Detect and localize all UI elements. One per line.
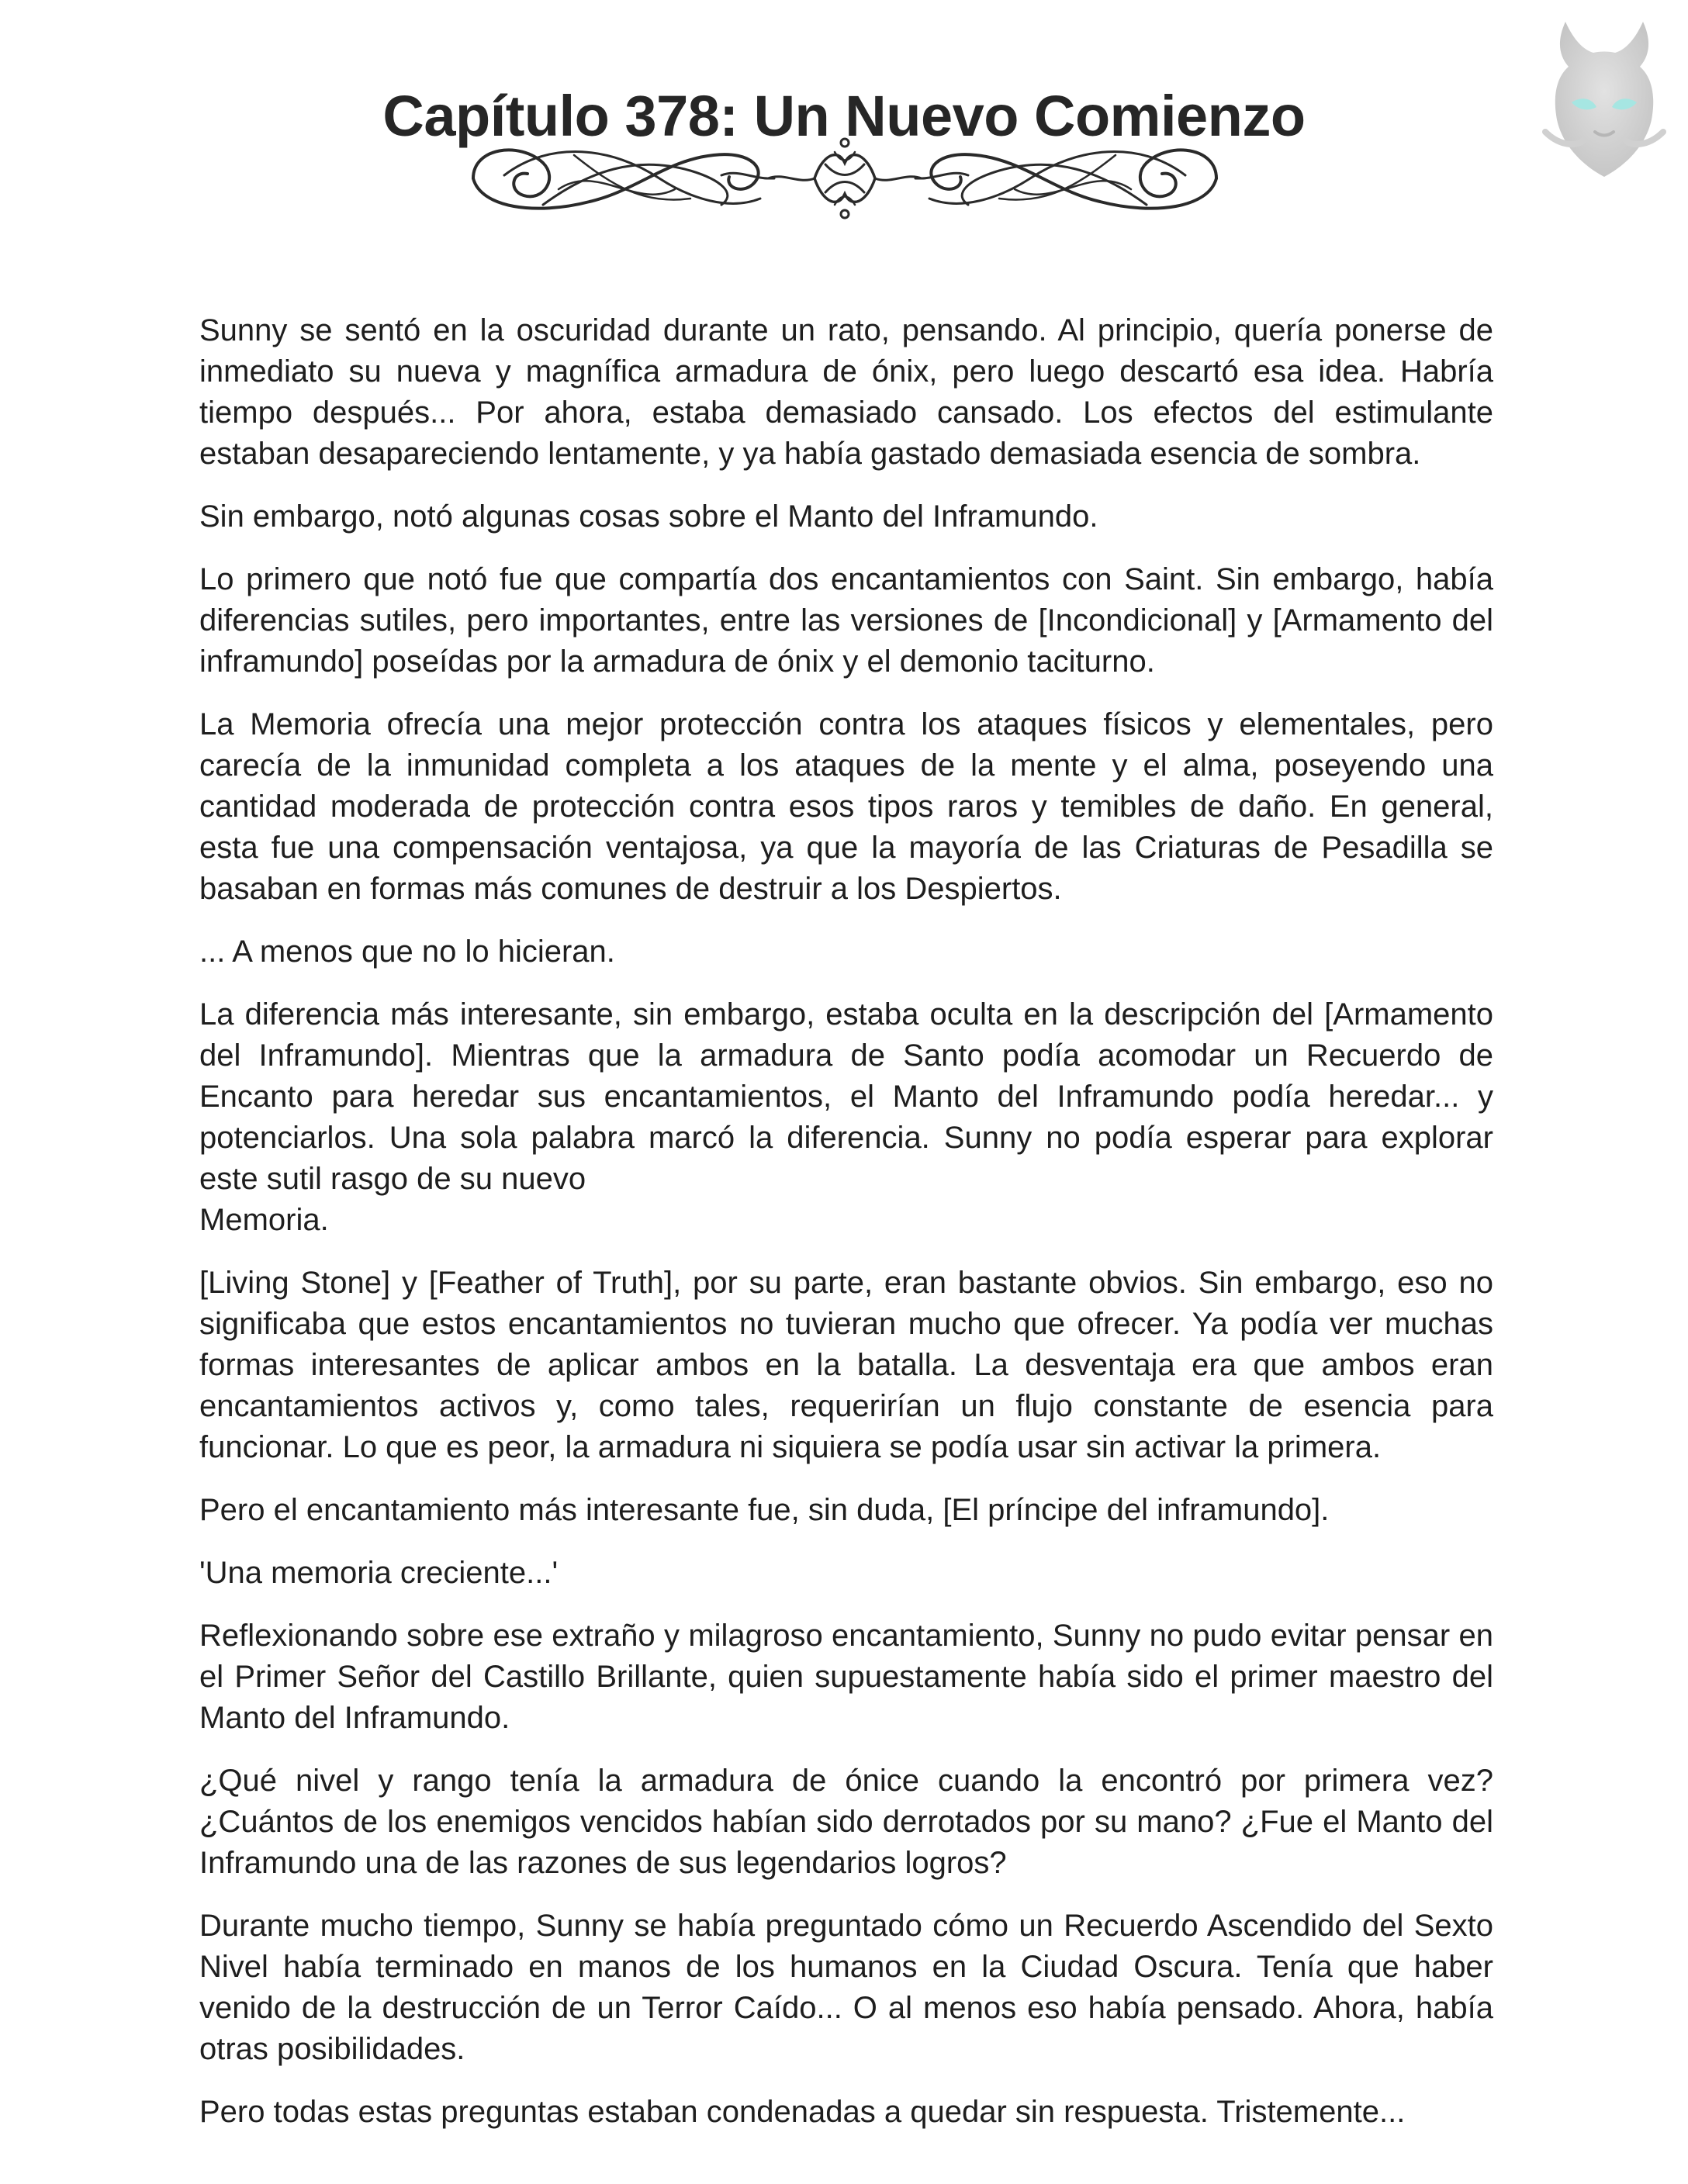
paragraph: Durante mucho tiempo, Sunny se había preguntado cómo un Recuerdo Ascendido del Sexto Nivel había terminado en manos de los humanos en la Ciudad Oscura. Tenía que haber venido de la destrucción de un Terror Caído... O al menos eso había pensado. Ahora, había otras posibilidades. (199, 1909, 1493, 2066)
paragraph: [Living Stone] y [Feather of Truth], por su parte, eran bastante obvios. Sin embargo, eso no significaba que estos encantamientos no tuvieran mucho que ofrecer. Ya podía ver muchas formas interesantes de aplicar ambos en la batalla. La desventaja era que ambos eran encantamientos activos y, como tales, requerirían un flujo constante de esencia para funcionar. Lo que es peor, la armadura ni siquiera se podía usar sin activar la primera. (199, 1266, 1493, 1464)
right-scroll-ornament (915, 150, 1216, 208)
chapter-title: Capítulo 378: Un Nuevo Comienzo (382, 83, 1306, 148)
paragraph: Reflexionando sobre ese extraño y milagroso encantamiento, Sunny no pudo evitar pensar en el Primer Señor del Castillo Brillante, quien supuestamente había sido el primer maestro del Manto del Inframundo. (199, 1619, 1493, 1735)
left-scroll-ornament (473, 150, 774, 208)
demon-head-icon (1534, 16, 1674, 186)
paragraph: Sin embargo, notó algunas cosas sobre el Manto del Inframundo. (199, 499, 1098, 534)
swirl-ornament-divider (458, 124, 1232, 233)
paragraph: Pero el encantamiento más interesante fue, sin duda, [El príncipe del inframundo]. (199, 1493, 1330, 1527)
center-knot-ornament (768, 139, 922, 218)
paragraph: Memoria. (199, 1203, 329, 1237)
paragraph: ¿Qué nivel y rango tenía la armadura de ónice cuando la encontró por primera vez? ¿Cuántos de los enemigos vencidos habían sido derrotados por su mano? ¿Fue el Manto del Inframundo una de las razones de sus legendarios logros? (199, 1764, 1493, 1880)
paragraph: Sunny se sentó en la oscuridad durante un rato, pensando. Al principio, quería ponerse de inmediato su nueva y magnífica armadura de ónix, pero luego descartó esa idea. Habría tiempo después... Por ahora, estaba demasiado cansado. Los efectos del estimulante estaban desapareciendo lentamente, y ya había gastado demasiada esencia de sombra. (199, 313, 1493, 471)
paragraph: 'Una memoria creciente...' (199, 1556, 559, 1590)
chapter-body (199, 310, 1493, 2155)
paragraph: ... A menos que no lo hicieran. (199, 935, 615, 969)
paragraph: Pero todas estas preguntas estaban condenadas a quedar sin respuesta. Tristemente... (199, 2095, 1406, 2129)
paragraph: La diferencia más interesante, sin embargo, estaba oculta en la descripción del [Armamento del Inframundo]. Mientras que la armadura de Santo podía acomodar un Recuerdo de Encanto para heredar sus encantamientos, el Manto del Inframundo podía heredar... y potenciarlos. Una sola palabra marcó la diferencia. Sunny no podía esperar para explorar este sutil rasgo de su nuevo (199, 997, 1493, 1196)
paragraph: Lo primero que notó fue que compartía dos encantamientos con Saint. Sin embargo, había diferencias sutiles, pero importantes, entre las versiones de [Incondicional] y [Armamento del inframundo] poseídas por la armadura de ónix y el demonio taciturno. (199, 562, 1493, 679)
paragraph: La Memoria ofrecía una mejor protección contra los ataques físicos y elementales, pero carecía de la inmunidad completa a los ataques de la mente y el alma, poseyendo una cantidad moderada de protección contra esos tipos raros y temibles de daño. En general, esta fue una compensación ventajosa, ya que la mayoría de las Criaturas de Pesadilla se basaban en formas más comunes de destruir a los Despiertos. (199, 707, 1493, 906)
